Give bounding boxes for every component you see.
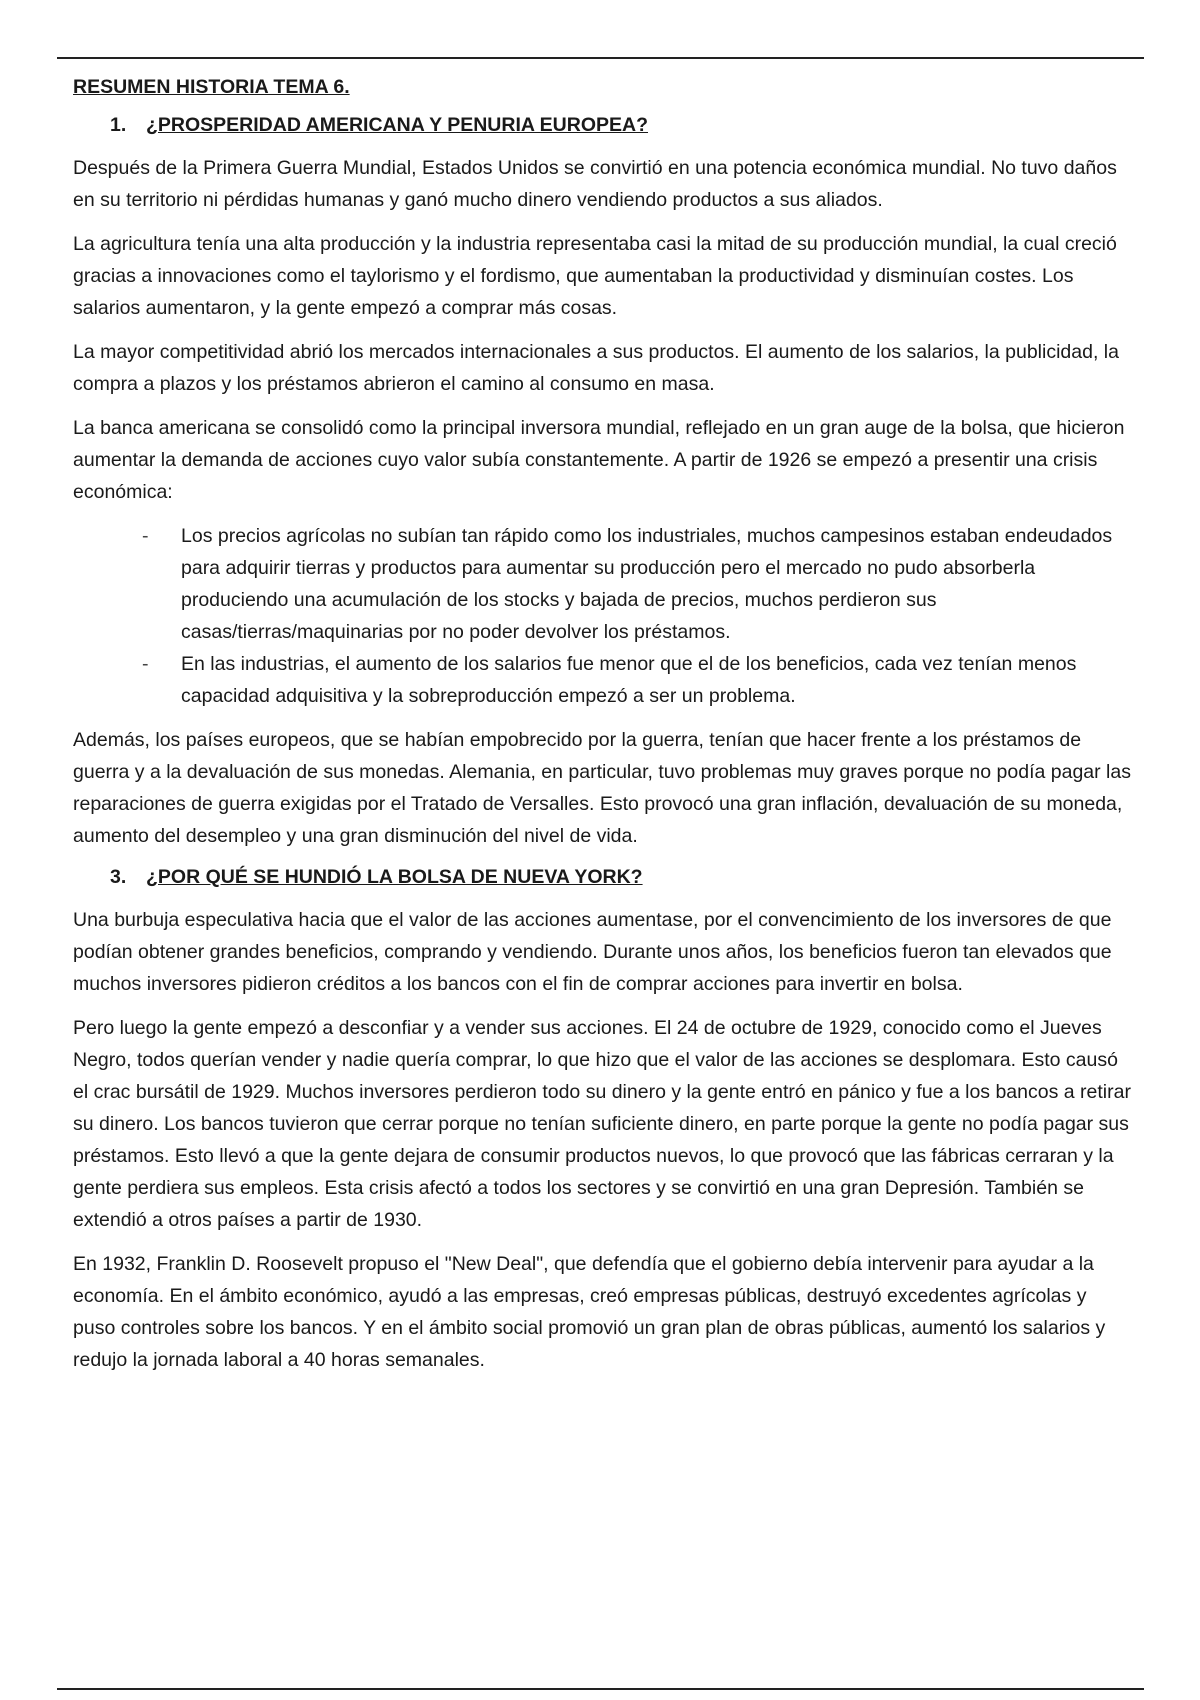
section-heading-1 [110, 112, 1133, 138]
paragraph: En 1932, Franklin D. Roosevelt propuso el "New Deal", que defendía que el gobierno debía intervenir para ayudar a la economía. En el ámbito económico, ayudó a las empresas, creó empresas públicas, destruyó excedentes agrícolas y puso controles sobre los bancos. Y en el ámbito social promovió un gran plan de obras públicas, aumentó los salarios y redujo la jornada laboral a 40 horas semanales. [73, 1253, 1106, 1371]
paragraph: Pero luego la gente empezó a desconfiar y a vender sus acciones. El 24 de octubre de 1929, conocido como el Jueves Negro, todos querían vender y nadie quería comprar, lo que hizo que el valor de las acciones se desplomara. Esto causó el crac bursátil de 1929. Muchos inversores perdieron todo su dinero y la gente entró en pánico y fue a los bancos a retirar su dinero. Los bancos tuvieron que cerrar porque no tenían suficiente dinero, en parte porque la gente no podía pagar sus préstamos. Esto llevó a que la gente dejara de consumir productos nuevos, lo que provocó que las fábricas cerraran y la gente perdiera sus empleos. Esta crisis afectó a todos los sectores y se convirtió en una gran Depresión. También se extendió a otros países a partir de 1930. [73, 1017, 1131, 1231]
section-title: ¿POR QUÉ SE HUNDIÓ LA BOLSA DE NUEVA YORK? [146, 866, 643, 888]
section-number: 1. [110, 114, 127, 136]
section-number: 3. [110, 866, 127, 888]
document-body [73, 74, 1133, 1388]
list-item [73, 520, 1133, 648]
bullet-list [73, 520, 1133, 712]
bottom-rule [57, 1688, 1144, 1690]
paragraph: Una burbuja especulativa hacia que el valor de las acciones aumentase, por el convencimiento de los inversores de que podían obtener grandes beneficios, comprando y vendiendo. Durante unos años, los beneficios fueron tan elevados que muchos inversores pidieron créditos a los bancos con el fin de comprar acciones para invertir en bolsa. [73, 909, 1112, 995]
dash-bullet-icon: - [142, 653, 149, 675]
list-item [73, 648, 1133, 712]
paragraph: La mayor competitividad abrió los mercados internacionales a sus productos. El aumento de los salarios, la publicidad, la compra a plazos y los préstamos abrieron el camino al consumo en masa. [73, 341, 1119, 395]
document-title: RESUMEN HISTORIA TEMA 6. [73, 76, 350, 98]
paragraph: La agricultura tenía una alta producción y la industria representaba casi la mitad de su producción mundial, la cual creció gracias a innovaciones como el taylorismo y el fordismo, que aumentaban la productividad y disminuían costes. Los salarios aumentaron, y la gente empezó a comprar más cosas. [73, 233, 1117, 319]
list-item-text: Los precios agrícolas no subían tan rápido como los industriales, muchos campesinos estaban endeudados para adquirir tierras y productos para aumentar su producción pero el mercado no pudo absorberla produciendo una acumulación de los stocks y bajada de precios, muchos perdieron sus casas/tierras/maquinarias por no poder devolver los préstamos. [181, 525, 1113, 643]
paragraph: La banca americana se consolidó como la principal inversora mundial, reflejado en un gran auge de la bolsa, que hicieron aumentar la demanda de acciones cuyo valor subía constantemente. A partir de 1926 se empezó a presentir una crisis económica: [73, 417, 1125, 503]
top-rule [57, 57, 1144, 59]
dash-bullet-icon: - [142, 525, 149, 547]
paragraph: Después de la Primera Guerra Mundial, Estados Unidos se convirtió en una potencia económica mundial. No tuvo daños en su territorio ni pérdidas humanas y ganó mucho dinero vendiendo productos a sus aliados. [73, 157, 1117, 211]
section-heading-3 [110, 864, 1133, 890]
list-item-text: En las industrias, el aumento de los salarios fue menor que el de los beneficios, cada vez tenían menos capacidad adquisitiva y la sobreproducción empezó a ser un problema. [181, 653, 1077, 707]
paragraph: Además, los países europeos, que se habían empobrecido por la guerra, tenían que hacer frente a los préstamos de guerra y a la devaluación de sus monedas. Alemania, en particular, tuvo problemas muy graves porque no podía pagar las reparaciones de guerra exigidas por el Tratado de Versalles. Esto provocó una gran inflación, devaluación de su moneda, aumento del desempleo y una gran disminución del nivel de vida. [73, 729, 1131, 847]
section-title: ¿PROSPERIDAD AMERICANA Y PENURIA EUROPEA? [146, 114, 649, 136]
